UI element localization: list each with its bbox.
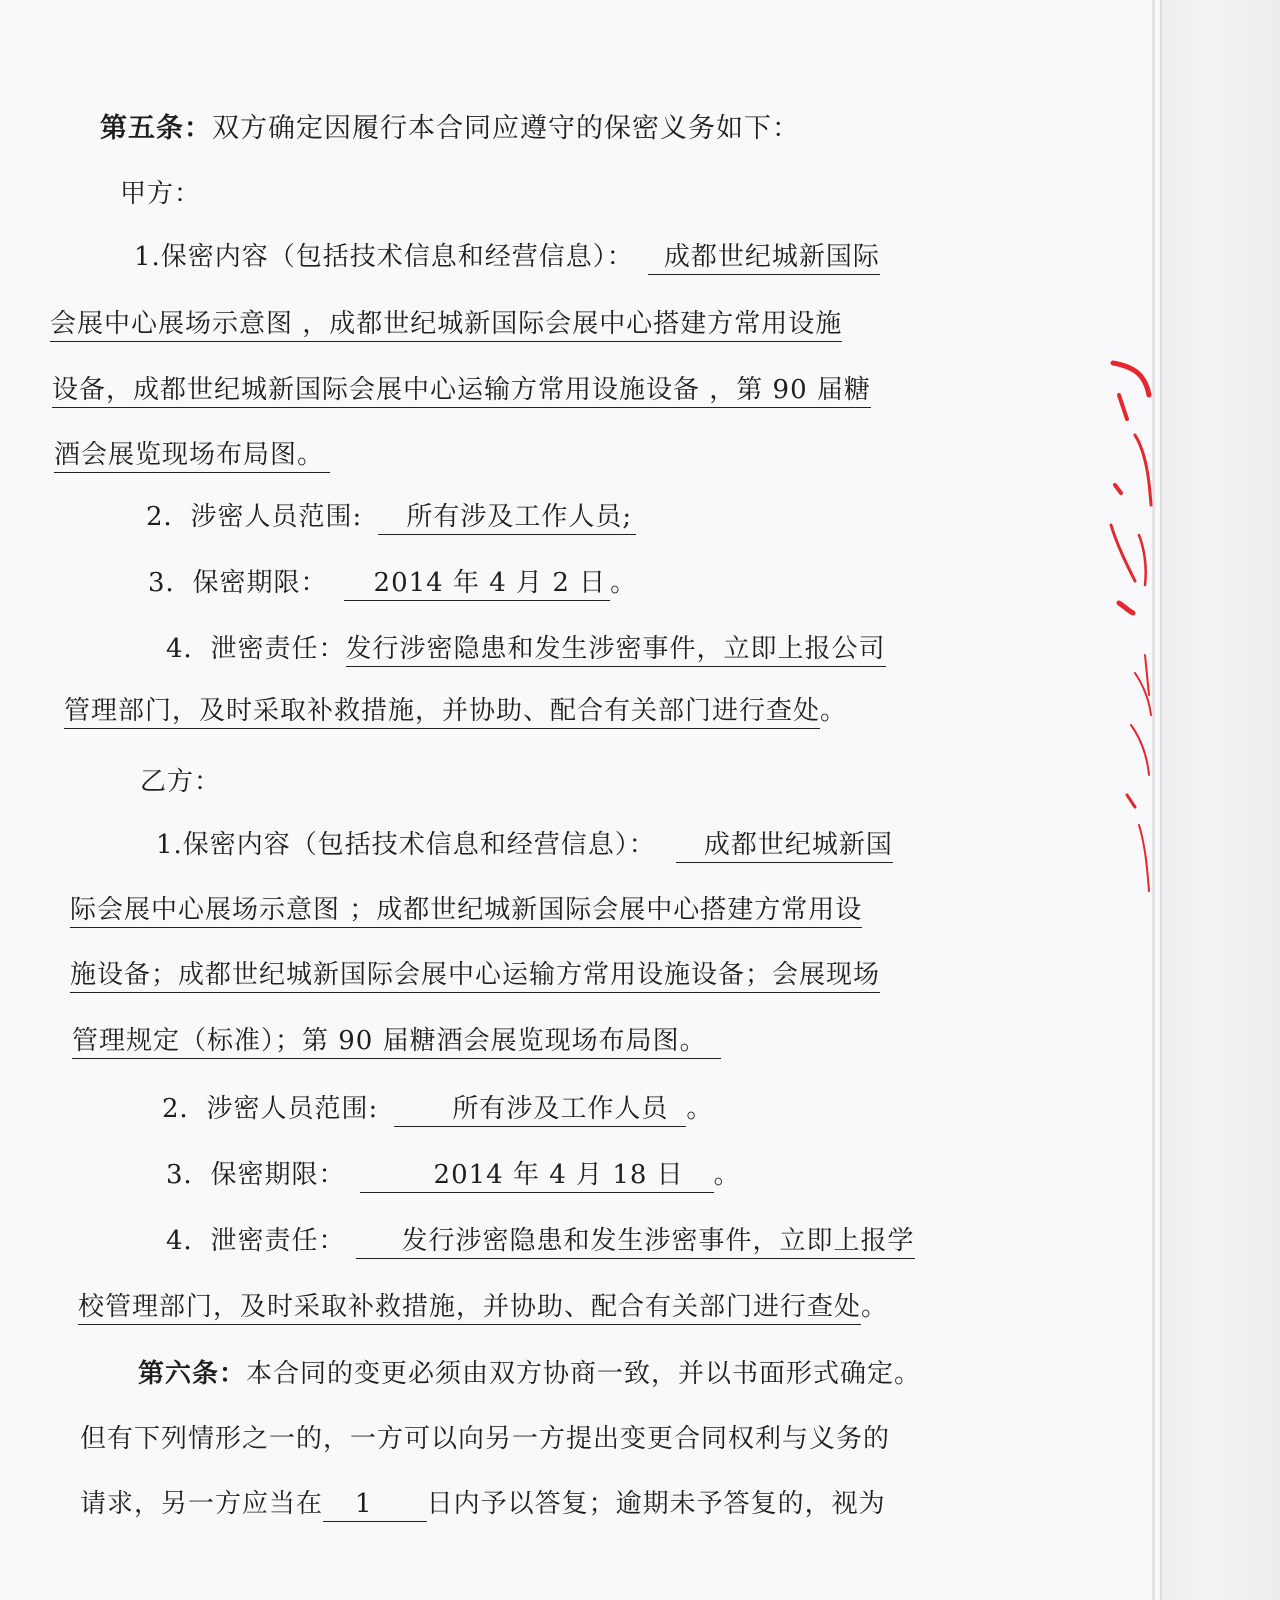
party-b-item4-prefix: 4．泄密责任： xyxy=(166,1226,346,1256)
party-b-item4-suffix: 。 xyxy=(861,1292,889,1322)
article-6-line3 xyxy=(80,1487,886,1521)
party-b-item2-suffix: 。 xyxy=(686,1094,714,1124)
party-b-item1-line1 xyxy=(156,828,893,862)
article-5-label: 第五条： xyxy=(100,113,212,144)
party-a-item4-suffix: 。 xyxy=(820,696,848,726)
party-a-item1-value-1: 成都世纪城新国际 xyxy=(648,242,880,275)
party-a-item3-suffix: 。 xyxy=(610,568,638,598)
article-6-line3-prefix: 请求，另一方应当在 xyxy=(80,1489,324,1519)
party-b-label: 乙方： xyxy=(140,767,222,797)
party-a-item3-value: 2014 年 4 月 2 日 xyxy=(344,568,611,601)
party-b-item1-line2 xyxy=(70,893,862,927)
party-a-item2 xyxy=(146,500,636,534)
article-6-label: 第六条： xyxy=(138,1359,247,1389)
party-a-item3 xyxy=(148,566,637,600)
red-seal-stamp-icon xyxy=(1105,355,1185,915)
party-a-item3-prefix: 3．保密期限： xyxy=(148,568,328,598)
article-6-line1 xyxy=(138,1357,921,1391)
party-b-item1-value-3: 施设备；成都世纪城新国际会展中心运输方常用设施设备；会展现场 xyxy=(70,960,880,993)
party-b-item1-value-1: 成都世纪城新国 xyxy=(676,830,893,863)
party-b-item1-prefix: 1.保密内容（包括技术信息和经营信息）： xyxy=(156,830,656,860)
article-5-text: 双方确定因履行本合同应遵守的保密义务如下： xyxy=(212,113,800,144)
party-a-item4-line2 xyxy=(64,694,847,728)
party-a-item1-line1 xyxy=(134,240,880,274)
article-6-text-1: 本合同的变更必须由双方协商一致，并以书面形式确定。 xyxy=(246,1359,922,1389)
party-b-item4-line2 xyxy=(78,1290,888,1324)
party-a-item2-value: 所有涉及工作人员; xyxy=(378,502,636,535)
party-a-item1-line4 xyxy=(54,438,330,472)
party-b-item3 xyxy=(166,1158,741,1192)
party-a-item1-line2 xyxy=(50,307,842,341)
party-a-item4-value-1: 发行涉密隐患和发生涉密事件，立即上报公司 xyxy=(346,634,886,667)
party-b-item2-value: 所有涉及工作人员 xyxy=(394,1094,686,1127)
party-b-item1-value-4: 管理规定（标准）；第 90 届糖酒会展览现场布局图。 xyxy=(72,1026,721,1059)
article-6-line3-suffix: 日内予以答复；逾期未予答复的，视为 xyxy=(426,1489,886,1519)
party-a-item4-prefix: 4．泄密责任： xyxy=(166,634,346,664)
party-b-item4-line1 xyxy=(166,1224,915,1258)
party-b-item1-line3 xyxy=(70,958,880,992)
party-b-item1-line4 xyxy=(72,1024,721,1058)
article-6-days-value: 1 xyxy=(323,1489,427,1522)
party-a-item1-value-4: 酒会展览现场布局图。 xyxy=(54,440,330,473)
party-a-item1-line3 xyxy=(52,373,871,407)
party-a-item1-value-3: 设备，成都世纪城新国际会展中心运输方常用设施设备 ，第 90 届糖 xyxy=(52,375,871,408)
article-6-line2: 但有下列情形之一的，一方可以向另一方提出变更合同权利与义务的 xyxy=(80,1424,891,1454)
party-a-item2-prefix: 2．涉密人员范围: xyxy=(146,502,363,532)
party-b-item3-prefix: 3．保密期限： xyxy=(166,1160,346,1190)
article-5-heading xyxy=(100,112,800,146)
party-b-item1-value-2: 际会展中心展场示意图 ；成都世纪城新国际会展中心搭建方常用设 xyxy=(70,895,862,928)
party-b-item2-prefix: 2．涉密人员范围: xyxy=(162,1094,379,1124)
party-b-item4-value-2: 校管理部门，及时采取补救措施，并协助、配合有关部门进行查处 xyxy=(78,1292,861,1325)
party-a-item1-value-2: 会展中心展场示意图 ，成都世纪城新国际会展中心搭建方常用设施 xyxy=(50,309,842,342)
party-b-item4-value-1: 发行涉密隐患和发生涉密事件，立即上报学 xyxy=(356,1226,915,1259)
party-b-item2 xyxy=(162,1092,713,1126)
party-a-item4-line1 xyxy=(166,632,886,666)
party-a-label: 甲方： xyxy=(120,179,202,209)
party-b-item3-value: 2014 年 4 月 18 日 xyxy=(360,1160,714,1193)
party-a-item4-value-2: 管理部门，及时采取补救措施，并协助、配合有关部门进行查处 xyxy=(64,696,820,729)
party-a-item1-prefix: 1.保密内容（包括技术信息和经营信息）： xyxy=(134,242,634,272)
party-b-item3-suffix: 。 xyxy=(713,1160,741,1190)
